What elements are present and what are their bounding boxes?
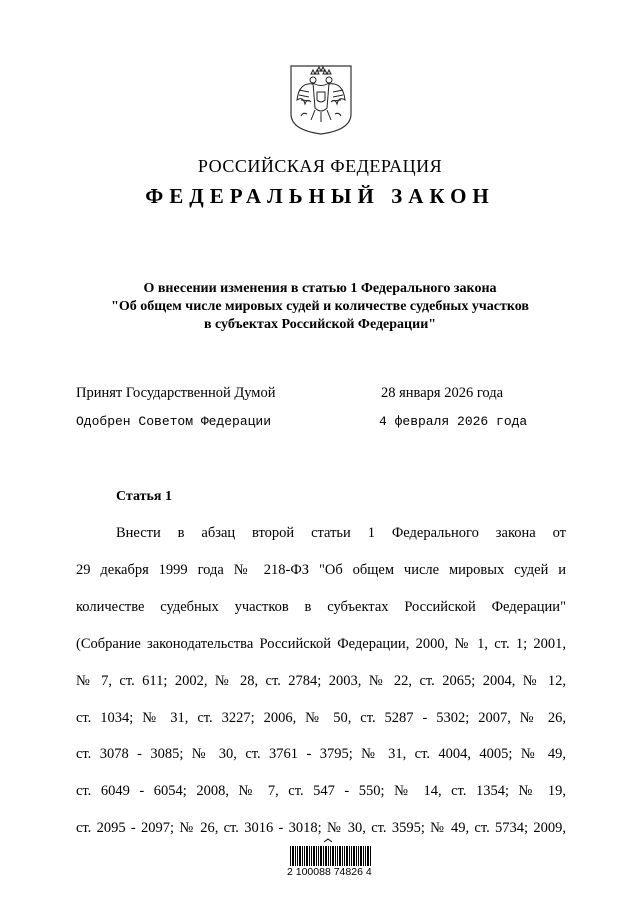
article-text-line: Внести в абзац второй статьи 1 Федерального закона от	[116, 525, 566, 541]
barcode	[288, 838, 378, 888]
article-text-line: ст. 3078 - 3085; № 30, ст. 3761 - 3795; № 31, ст. 4004, 4005; № 49,	[76, 746, 566, 763]
coat-of-arms-emblem	[289, 64, 353, 136]
law-title	[0, 280, 640, 334]
document-type: ФЕДЕРАЛЬНЫЙ ЗАКОН	[145, 184, 495, 208]
council-approval-date: 4 февраля 2026 года	[379, 414, 528, 429]
article-text-line: количестве судебных участков в субъектах Российской Федерации"	[76, 598, 566, 615]
article-text-line: ст. 6049 - 6054; 2008, № 7, ст. 547 - 550; № 14, ст. 1354; № 19,	[76, 783, 566, 800]
barcode-graphic	[288, 838, 378, 868]
article-text-line: № 7, ст. 611; 2002, № 28, ст. 2784; 2003, № 22, ст. 2065; 2004, № 12,	[76, 672, 566, 689]
country-name: РОССИЙСКАЯ ФЕДЕРАЦИЯ	[197, 156, 443, 176]
barcode-number: 2 100088 74826 4	[287, 866, 372, 878]
law-title-line: "Об общем числе мировых судей и количестве судебных участков	[111, 299, 529, 314]
duma-adoption-label: Принят Государственной Думой	[76, 385, 276, 401]
duma-adoption-date: 28 января 2026 года	[381, 385, 504, 401]
article-body	[76, 515, 566, 847]
article-text-line: 29 декабря 1999 года № 218-ФЗ "Об общем числе мировых судей и	[76, 561, 566, 578]
council-approval-label: Одобрен Советом Федерации	[76, 414, 272, 429]
article-heading: Статья 1	[116, 489, 172, 504]
article-text-line: ст. 2095 - 2097; № 26, ст. 3016 - 3018; № 30, ст. 3595; № 49, ст. 5734; 2009,	[76, 820, 566, 837]
article-text-line: ст. 1034; № 31, ст. 3227; 2006, № 50, ст. 5287 - 5302; 2007, № 26,	[76, 709, 566, 726]
law-title-line: в субъектах Российской Федерации"	[203, 317, 437, 332]
article-text-line: (Собрание законодательства Российской Федерации, 2000, № 1, ст. 1; 2001,	[76, 635, 566, 652]
law-title-line: О внесении изменения в статью 1 Федерального закона	[143, 281, 497, 296]
